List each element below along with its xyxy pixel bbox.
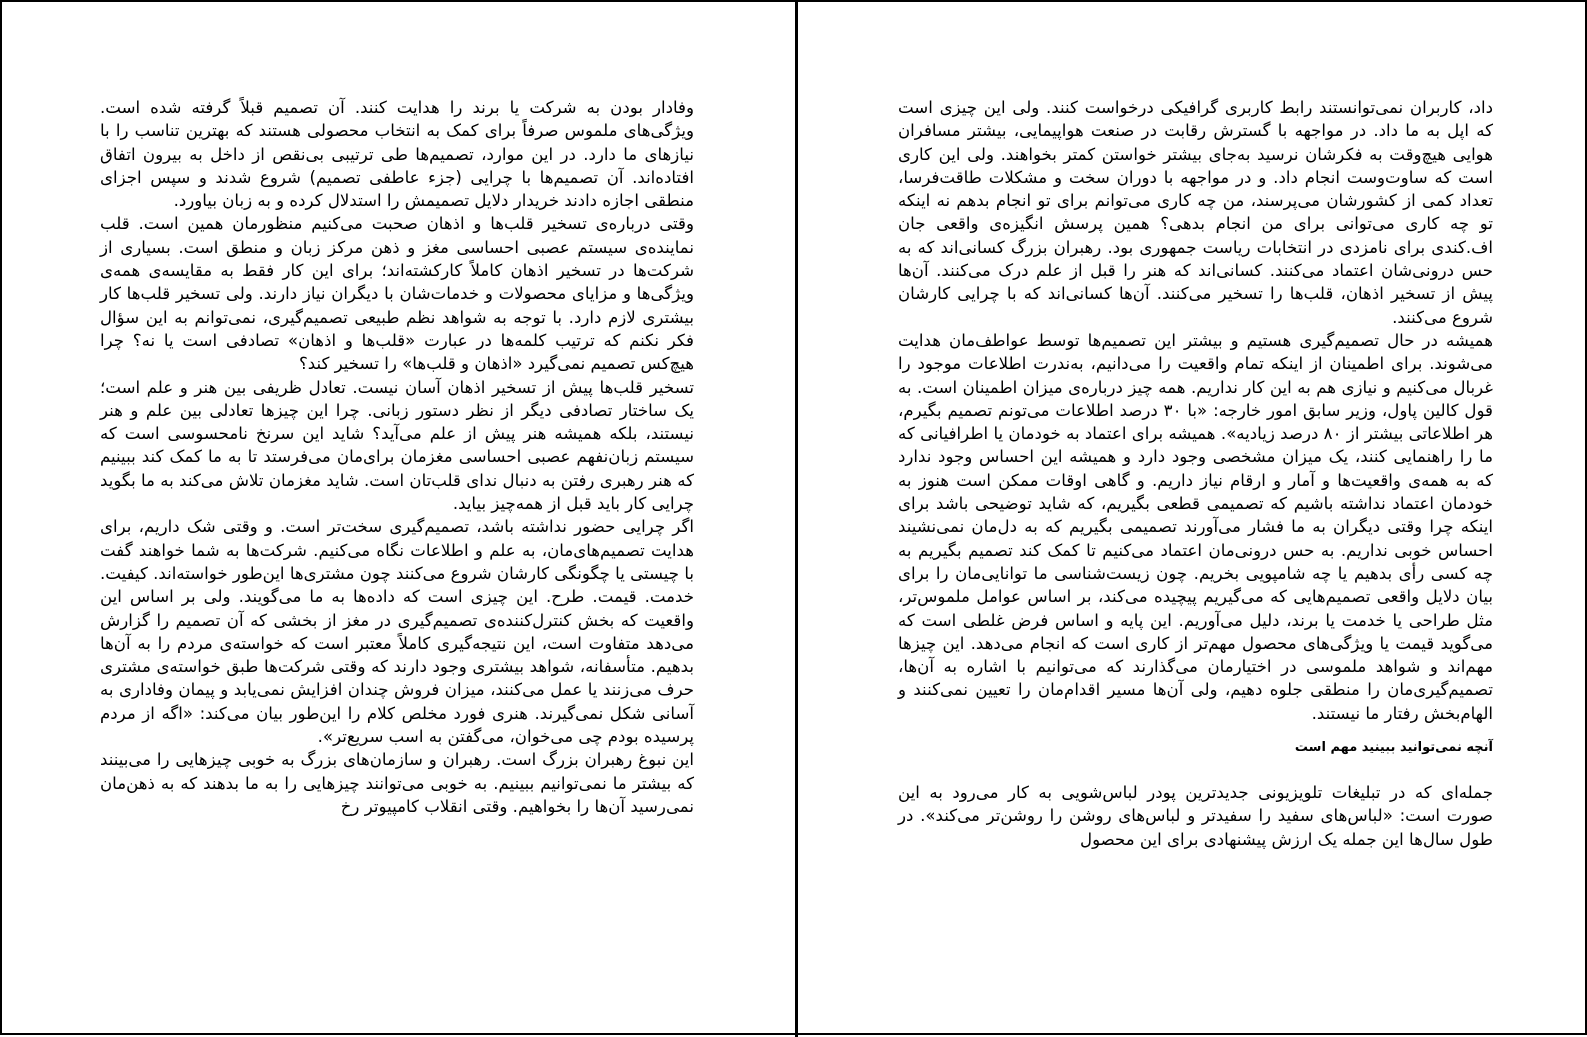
left-page (100, 96, 694, 818)
right-page (898, 96, 1493, 851)
right-paragraph-1: داد، کاربران نمی‌توانستند رابط کاربری گرافیکی درخواست کنند. ولی این چیزی است که اپل به ما داد. در مواجهه با گسترش رقابت در صنعت هواپیمایی، بیشتر مسافران هوایی هیچ‌وقت به فکرشان نرسید به‌جای بیشتر خواستن کمتر بخواهند. ولی این کاری است که ساوت‌وست انجام داد. و در مواجهه با دوران سخت و مشکلات طاقت‌فرسا، تعداد کمی از کشورشان می‌پرسند، من چه کاری می‌توانم برای تو انجام بدهم نه اینکه تو چه کاری می‌توانی برای من انجام بدهی؟ همین پرسش انگیزه‌ی واقعی جان اف.کندی برای نامزدی در انتخابات ریاست جمهوری بود. رهبران بزرگ کسانی‌اند که به حس درونی‌شان اعتماد می‌کنند. کسانی‌اند که هنر را قبل از علم درک می‌کنند. آن‌ها پیش از تسخیر اذهان، قلب‌ها را تسخیر می‌کنند. آن‌ها کسانی‌اند که با چرایی کارشان شروع می‌کنند. (898, 98, 1493, 327)
page-divider (795, 2, 798, 1037)
left-paragraph-3: تسخیر قلب‌ها پیش از تسخیر اذهان آسان نیست. تعادل ظریفی بین هنر و علم است؛ یک ساختار تصادفی دیگر از نظر دستور زبانی. چرا این چیزها تعادلی بین علم و هنر نیستند، بلکه همیشه هنر پیش از علم می‌آید؟ شاید این سرنخ نامحسوسی است که سیستم زبان‌نفهم عصبی احساسی مغزمان برای‌مان می‌فرستد تا به ما کمک کند ببینیم که هنر رهبری رفتن به دنبال ندای قلب‌تان است. شاید مغزمان تلاش می‌کند به ما بگوید چرایی کار باید قبل از همه‌چیز بیاید. (100, 377, 694, 514)
right-paragraph-2: همیشه در حال تصمیم‌گیری هستیم و بیشتر این تصمیم‌ها توسط عواطف‌مان هدایت می‌شوند. برای اطمینان از اینکه تمام واقعیت را می‌دانیم، به‌ندرت اطلاعات موجود را غربال می‌کنیم و نیازی هم به این کار نداریم. همه چیز درباره‌ی میزان اطمینان است. به قول کالین پاول، وزیر سابق امور خارجه: «با ۳۰ درصد اطلاعات می‌تونم تصمیم بگیرم، هر اطلاعاتی بیشتر از ۸۰ درصد زیادیه». همیشه برای اعتماد به خودمان یا اطرافیانی که ما را راهنمایی کنند، یک میزان مشخصی وجود دارد و همیشه این احساس وجود ندارد که به همه‌ی واقعیت‌ها و آمار و ارقام نیاز داریم. و گاهی اوقات ممکن است هنوز به خودمان اعتماد نداشته باشیم که تصمیمی قطعی بگیریم، که شاید توضیحی باشد برای اینکه چرا وقتی دیگران به ما فشار می‌آورند تصمیمی بگیریم که به دل‌مان نمی‌نشیند احساس خوبی نداریم. به حس درونی‌مان اعتماد می‌کنیم تا کمک کند تصمیم بگیریم به چه کسی رأی بدهیم یا چه شامپویی بخریم. چون زیست‌شناسی ما توانایی‌مان را برای بیان دلایل واقعی تصمیم‌هایی که می‌گیریم پیچیده می‌کند، بر اساس عوامل ملموس‌تر، مثل طراحی یا خدمت یا برند، دلیل می‌آوریم. این پایه و اساس فرض غلطی است که می‌گوید قیمت یا ویژگی‌های محصول مهم‌تر از کاری است که انجام می‌دهد. این چیزها مهم‌اند و شواهد ملموسی در اختیارمان می‌گذارند که می‌توانیم با اشاره به آن‌ها، تصمیم‌گیری‌مان را منطقی جلوه دهیم، ولی آن‌ها مسیر اقدام‌مان را تعیین نمی‌کنند و الهام‌بخش رفتار ما نیستند. (898, 330, 1493, 723)
left-paragraph-2: وقتی درباره‌ی تسخیر قلب‌ها و اذهان صحبت می‌کنیم منظورمان همین است. قلب نماینده‌ی سیستم عصبی احساسی مغز و ذهن مرکز زبان و منطق است. بسیاری از شرکت‌ها در تسخیر اذهان کاملاً کارکشته‌اند؛ برای این کار فقط به مقایسه‌ی همه‌ی ویژگی‌ها و مزایای محصولات و خدمات‌شان با دیگران نیاز دارند. ولی تسخیر قلب‌ها کار بیشتری لازم دارد. با توجه به شواهد نظم طبیعی تصمیم‌گیری، نمی‌توانم به این سؤال فکر نکنم که ترتیب کلمه‌ها در عبارت «قلب‌ها و اذهان» تصادفی است یا نه؟ چرا هیچ‌کس تصمیم نمی‌گیرد «اذهان و قلب‌ها» را تسخیر کند؟ (100, 214, 694, 374)
left-paragraph-1: وفادار بودن به شرکت یا برند را هدایت کنند. آن تصمیم قبلاً گرفته شده است. ویژگی‌های ملموس صرفاً برای کمک به انتخاب محصولی هستند که بهترین تناسب را با نیازهای ما دارد. در این موارد، تصمیم‌ها طی ترتیبی بی‌نقص از داخل به بیرون اتفاق افتاده‌اند. آن تصمیم‌ها با چرایی (جزء عاطفی تصمیم) شروع شدند و سپس اجزای منطقی اجازه دادند خریدار دلایل تصمیمش را استدلال کرده و به زبان بیاورد. (100, 98, 694, 211)
right-paragraph-3: جمله‌ای که در تبلیغات تلویزیونی جدیدترین پودر لباس‌شویی به کار می‌رود به این صورت است: «لباس‌های سفید را سفیدتر و لباس‌های روشن را روشن‌تر می‌کند». در طول سال‌ها این جمله یک ارزش پیشنهادی برای این محصول (898, 783, 1493, 849)
left-paragraph-4: اگر چرایی حضور نداشته باشد، تصمیم‌گیری سخت‌تر است. و وقتی شک داریم، برای هدایت تصمیم‌های‌مان، به علم و اطلاعات نگاه می‌کنیم. شرکت‌ها به شما خواهند گفت با چیستی یا چگونگی کارشان شروع می‌کنند چون مشتری‌ها این‌طور خواسته‌اند. کیفیت. خدمت. قیمت. طرح. این چیزی است که داده‌ها به ما می‌گویند. ولی بر اساس این واقعیت که بخش کنترل‌کننده‌ی تصمیم‌گیری در مغز از بخشی که آن تصمیم را گزارش می‌دهد متفاوت است، این نتیجه‌گیری کاملاً معتبر است که خواسته‌ی مردم را به آن‌ها بدهیم. متأسفانه، شواهد بیشتری وجود دارند که وقتی شرکت‌ها طبق خواسته‌ی مشتری حرف می‌زنند یا عمل می‌کنند، میزان فروش چندان افزایش نمی‌یابد و پیمان وفاداری به آسانی شکل نمی‌گیرند. هنری فورد مخلص کلام را این‌طور بیان می‌کند: «اگه از مردم پرسیده بودم چی می‌خوان، می‌گفتن به اسب سریع‌تر». (100, 517, 694, 747)
left-paragraph-5: این نبوغ رهبران بزرگ است. رهبران و سازمان‌های بزرگ به خوبی چیزهایی را می‌بینند که بیشتر ما نمی‌توانیم ببینیم. به خوبی می‌توانند چیزهایی را به ما بدهند که به ذهن‌مان نمی‌رسید آن‌ها را بخواهیم. وقتی انقلاب کامپیوتر رخ (100, 750, 694, 816)
section-heading: آنچه نمی‌توانید ببینید مهم است (1294, 740, 1493, 756)
